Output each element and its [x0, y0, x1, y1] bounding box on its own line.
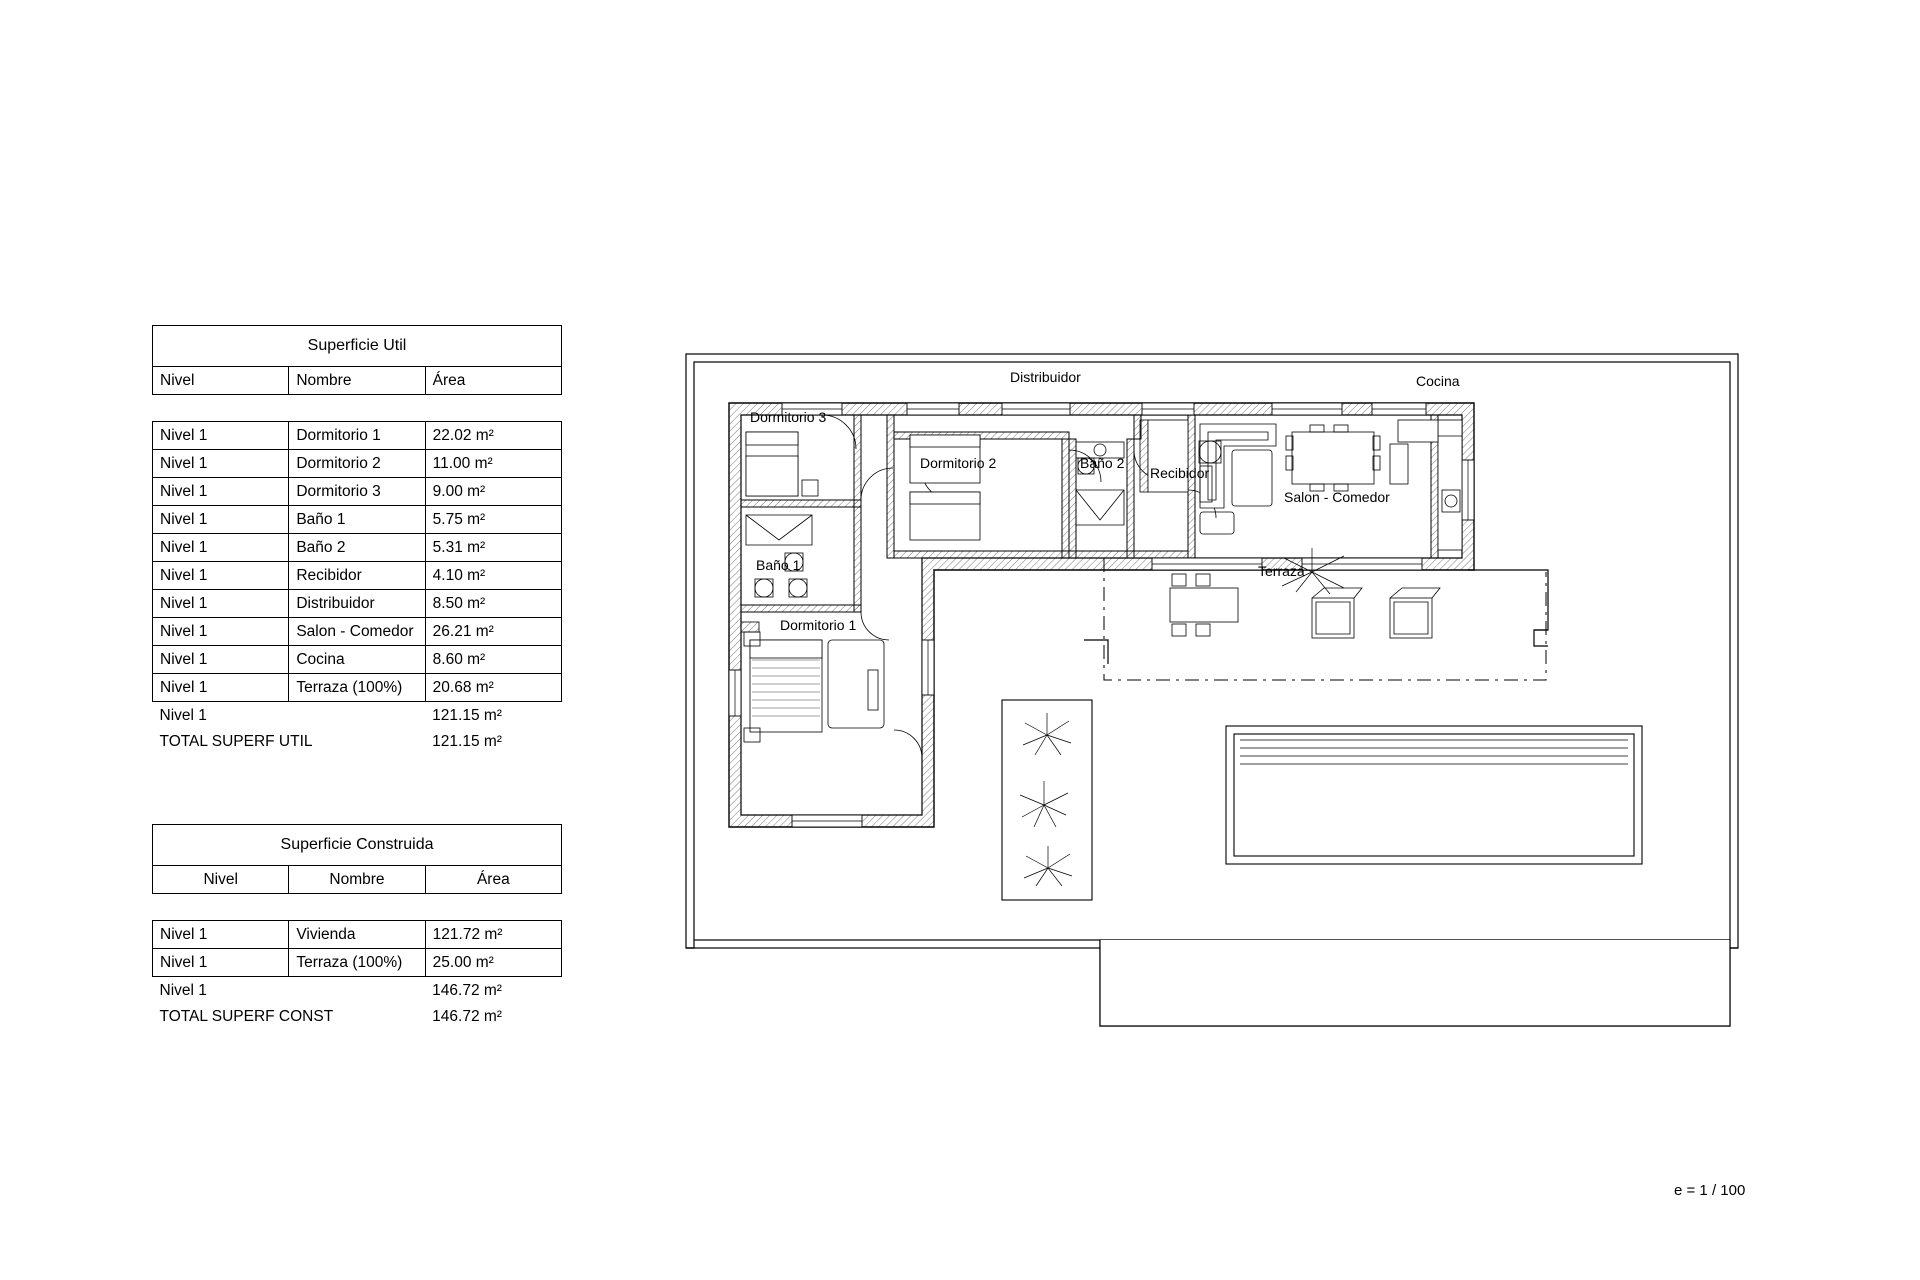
table-row — [153, 646, 562, 674]
garden-strip — [1002, 700, 1092, 900]
cell-nivel: Nivel 1 — [153, 949, 289, 977]
cell-area: 25.00 m² — [425, 949, 561, 977]
cell-nombre: Terraza (100%) — [289, 674, 425, 702]
const-subtotal-row — [153, 977, 562, 1005]
room-label-dormitorio2: Dormitorio 2 — [920, 455, 997, 471]
room-label-dormitorio3: Dormitorio 3 — [750, 409, 827, 425]
subtotal-blank — [289, 702, 425, 730]
table-row — [153, 506, 562, 534]
cell-area: 22.02 m² — [425, 422, 561, 450]
const-header-nivel: Nivel — [153, 866, 289, 894]
util-header-row — [153, 367, 562, 395]
cell-nombre: Salon - Comedor — [289, 618, 425, 646]
room-label-recibidor: Recibidor — [1150, 465, 1210, 481]
cell-nombre: Baño 2 — [289, 534, 425, 562]
table-row — [153, 450, 562, 478]
const-header-nombre: Nombre — [289, 866, 425, 894]
subtotal-nivel: Nivel 1 — [159, 981, 207, 999]
cell-area: 26.21 m² — [425, 618, 561, 646]
cell-nivel: Nivel 1 — [153, 422, 289, 450]
cell-nivel: Nivel 1 — [153, 562, 289, 590]
scale-note: e = 1 / 100 — [1674, 1182, 1746, 1199]
floor-plan — [672, 340, 1752, 1020]
cell-nivel: Nivel 1 — [153, 921, 289, 949]
cell-area: 20.68 m² — [425, 674, 561, 702]
room-label-bano1: Baño 1 — [756, 557, 801, 573]
util-subtotal-row — [153, 702, 562, 730]
table-row — [153, 674, 562, 702]
room-label-salon: Salon - Comedor — [1284, 489, 1390, 505]
cell-area: 8.50 m² — [425, 590, 561, 618]
superficie-construida-table — [152, 824, 562, 1030]
subtotal-blank — [289, 977, 425, 1005]
const-table — [152, 824, 562, 1030]
recibidor — [1140, 420, 1188, 492]
room-label-distribuidor: Distribuidor — [1010, 369, 1081, 385]
table-row — [153, 534, 562, 562]
util-total-row — [153, 729, 562, 755]
cell-nombre: Terraza (100%) — [289, 949, 425, 977]
cell-area: 4.10 m² — [425, 562, 561, 590]
total-area: 146.72 m² — [432, 1007, 502, 1025]
const-spacer — [153, 894, 562, 921]
table-row — [153, 590, 562, 618]
room-label-terraza: Terraza — [1258, 563, 1305, 579]
cell-nivel: Nivel 1 — [153, 646, 289, 674]
util-table — [152, 325, 562, 755]
total-area: 121.15 m² — [432, 732, 502, 750]
cell-nombre: Recibidor — [289, 562, 425, 590]
cell-area: 9.00 m² — [425, 478, 561, 506]
cell-nombre: Cocina — [289, 646, 425, 674]
cell-area: 121.72 m² — [425, 921, 561, 949]
cell-area: 8.60 m² — [425, 646, 561, 674]
cell-nombre: Dormitorio 1 — [289, 422, 425, 450]
room-label-bano2: Baño 2 — [1080, 455, 1125, 471]
cell-nivel: Nivel 1 — [153, 590, 289, 618]
util-title: Superficie Util — [153, 326, 562, 367]
table-row — [153, 921, 562, 949]
room-label-cocina: Cocina — [1416, 373, 1460, 389]
cell-area: 11.00 m² — [425, 450, 561, 478]
const-title-row — [153, 825, 562, 866]
cell-nivel: Nivel 1 — [153, 618, 289, 646]
cell-nivel: Nivel 1 — [153, 674, 289, 702]
superficie-util-table — [152, 325, 562, 755]
cell-nombre: Baño 1 — [289, 506, 425, 534]
table-row — [153, 422, 562, 450]
const-header-row — [153, 866, 562, 894]
cell-nombre: Dormitorio 3 — [289, 478, 425, 506]
util-spacer — [153, 395, 562, 422]
subtotal-nivel: Nivel 1 — [159, 706, 207, 724]
util-header-nombre: Nombre — [289, 367, 425, 395]
const-total-row — [153, 1004, 562, 1030]
subtotal-area: 121.15 m² — [432, 706, 502, 724]
total-label: TOTAL SUPERF CONST — [159, 1007, 334, 1025]
total-label: TOTAL SUPERF UTIL — [159, 732, 313, 750]
util-title-row — [153, 326, 562, 367]
room-label-dormitorio1: Dormitorio 1 — [780, 617, 857, 633]
const-header-area: Área — [425, 866, 561, 894]
util-header-area: Área — [425, 367, 561, 395]
cell-nombre: Dormitorio 2 — [289, 450, 425, 478]
cell-area: 5.75 m² — [425, 506, 561, 534]
subtotal-area: 146.72 m² — [432, 981, 502, 999]
table-row — [153, 478, 562, 506]
cell-nombre: Vivienda — [289, 921, 425, 949]
table-row — [153, 562, 562, 590]
pool — [1226, 726, 1642, 864]
cell-nivel: Nivel 1 — [153, 450, 289, 478]
table-row — [153, 618, 562, 646]
util-header-nivel: Nivel — [153, 367, 289, 395]
table-row — [153, 949, 562, 977]
cell-nombre: Distribuidor — [289, 590, 425, 618]
cell-nivel: Nivel 1 — [153, 534, 289, 562]
cell-area: 5.31 m² — [425, 534, 561, 562]
cell-nivel: Nivel 1 — [153, 478, 289, 506]
cell-nivel: Nivel 1 — [153, 506, 289, 534]
const-title: Superficie Construida — [153, 825, 562, 866]
